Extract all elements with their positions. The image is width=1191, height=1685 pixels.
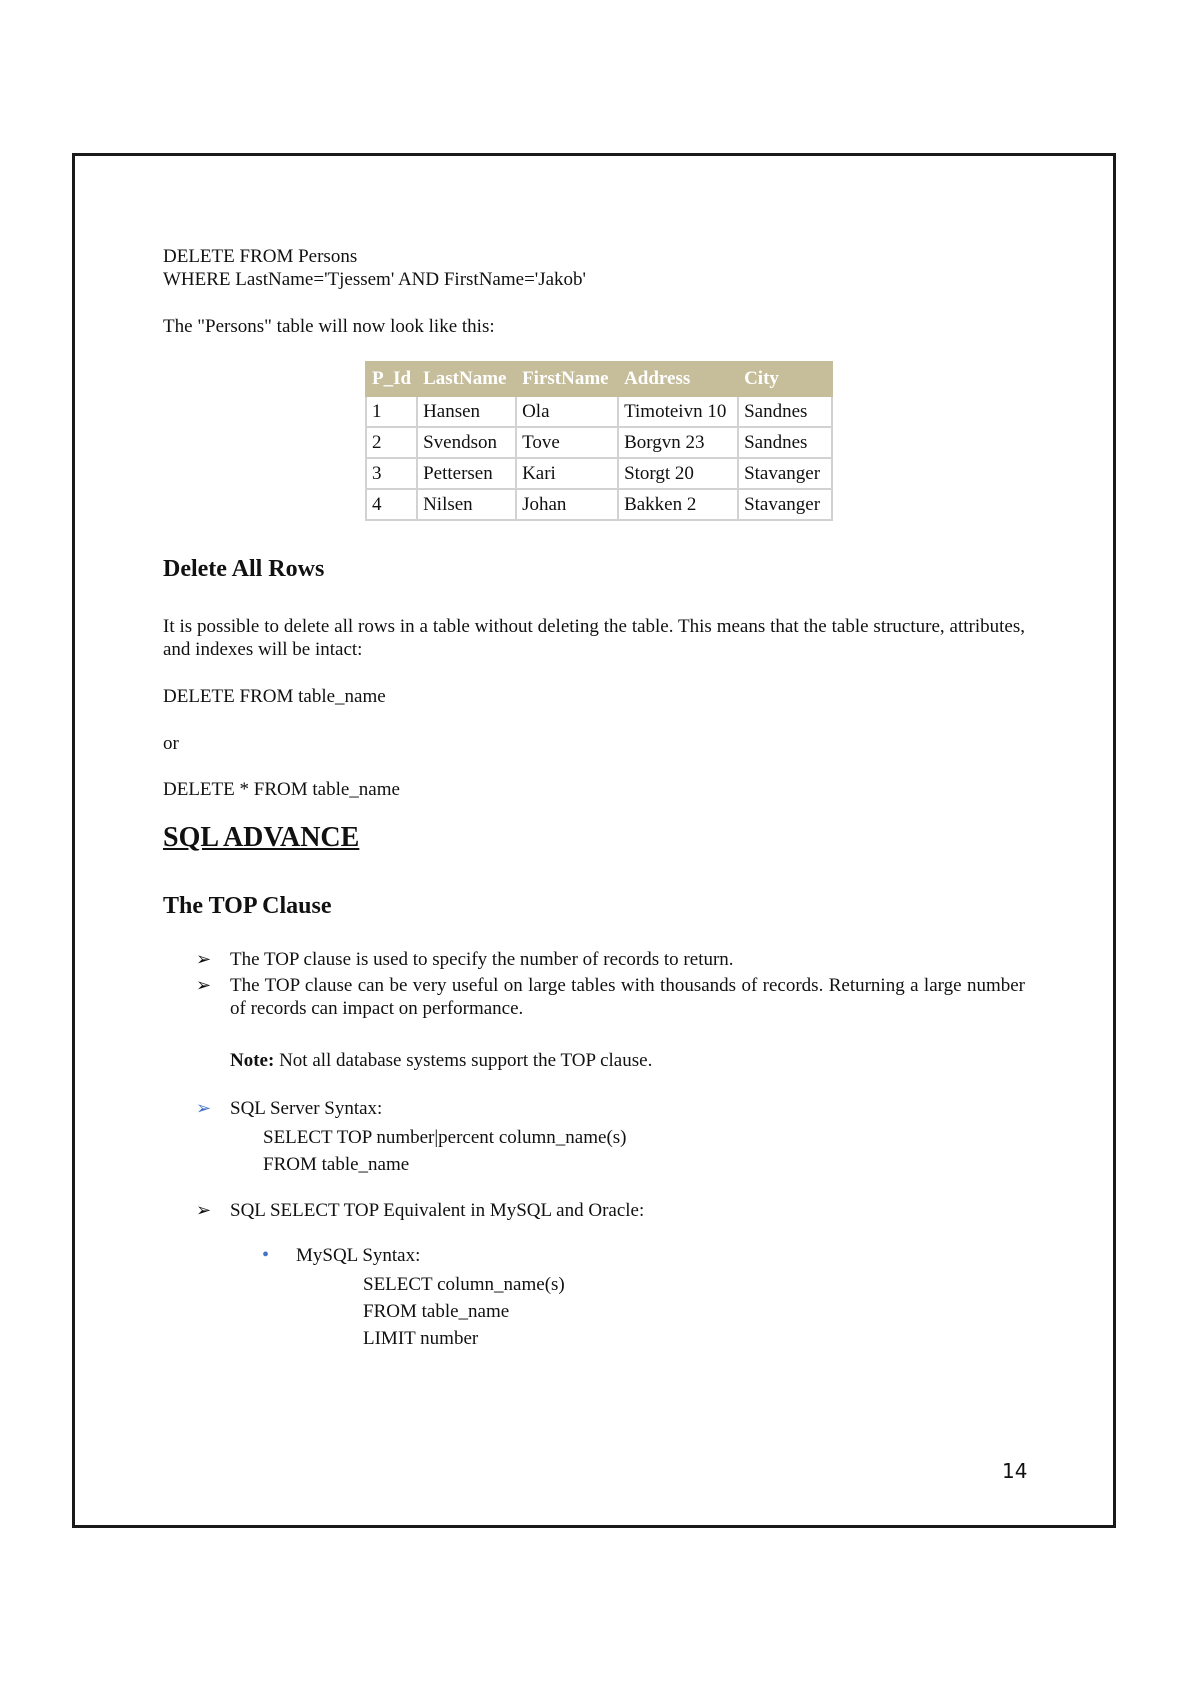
cell-lastname: Nilsen bbox=[417, 489, 516, 520]
top-bullet-2: The TOP clause can be very useful on large tables with thousands of records. Returning a large number of records can impact on performance. bbox=[230, 975, 1025, 1019]
cell-p-id: 2 bbox=[366, 427, 417, 458]
dot-bullet-icon: • bbox=[262, 1244, 270, 1266]
cell-address: Timoteivn 10 bbox=[618, 396, 738, 427]
mysql-code-line-1: SELECT column_name(s) bbox=[363, 1274, 565, 1295]
mysql-syntax-label: MySQL Syntax: bbox=[296, 1245, 421, 1266]
arrow-bullet-icon: ➢ bbox=[196, 949, 212, 969]
table-row bbox=[366, 489, 832, 520]
note-label: Note: bbox=[230, 1050, 275, 1071]
mysql-code-line-2: FROM table_name bbox=[363, 1301, 510, 1322]
header-firstname: FirstName bbox=[516, 362, 618, 396]
arrow-bullet-icon: ➢ bbox=[196, 1200, 212, 1220]
or-text: or bbox=[163, 733, 179, 754]
arrow-bullet-icon: ➢ bbox=[196, 975, 212, 995]
top-clause-heading: The TOP Clause bbox=[163, 893, 332, 919]
sqlserver-syntax-label: SQL Server Syntax: bbox=[230, 1098, 383, 1119]
note-text: Not all database systems support the TOP clause. bbox=[274, 1050, 653, 1071]
cell-lastname: Svendson bbox=[417, 427, 516, 458]
header-p-id: P_Id bbox=[366, 362, 417, 396]
table-header-row bbox=[366, 362, 832, 396]
delete-all-code-1: DELETE FROM table_name bbox=[163, 686, 386, 707]
cell-p-id: 4 bbox=[366, 489, 417, 520]
cell-firstname: Kari bbox=[516, 458, 618, 489]
sqlserver-code-line-2: FROM table_name bbox=[263, 1154, 410, 1175]
cell-p-id: 3 bbox=[366, 458, 417, 489]
header-lastname: LastName bbox=[417, 362, 516, 396]
page-number: 14 bbox=[1002, 1459, 1028, 1483]
cell-address: Storgt 20 bbox=[618, 458, 738, 489]
cell-city: Sandnes bbox=[738, 427, 832, 458]
intro-code-line-2: WHERE LastName='Tjessem' AND FirstName='Jakob' bbox=[163, 269, 586, 290]
cell-lastname: Pettersen bbox=[417, 458, 516, 489]
sqlserver-code-line-1: SELECT TOP number|percent column_name(s) bbox=[263, 1127, 627, 1148]
cell-firstname: Ola bbox=[516, 396, 618, 427]
cell-city: Stavanger bbox=[738, 489, 832, 520]
header-address: Address bbox=[618, 362, 738, 396]
table-intro-text: The "Persons" table will now look like this: bbox=[163, 316, 495, 337]
table-row bbox=[366, 427, 832, 458]
intro-code-line-1: DELETE FROM Persons bbox=[163, 246, 358, 267]
cell-address: Borgvn 23 bbox=[618, 427, 738, 458]
top-bullet-1: The TOP clause is used to specify the number of records to return. bbox=[230, 949, 734, 970]
delete-all-code-2: DELETE * FROM table_name bbox=[163, 779, 400, 800]
persons-table bbox=[365, 361, 833, 521]
section-title: SQL ADVANCE bbox=[163, 822, 360, 853]
cell-p-id: 1 bbox=[366, 396, 417, 427]
arrow-bullet-icon: ➢ bbox=[196, 1098, 212, 1118]
cell-address: Bakken 2 bbox=[618, 489, 738, 520]
table-row bbox=[366, 458, 832, 489]
cell-city: Stavanger bbox=[738, 458, 832, 489]
cell-firstname: Tove bbox=[516, 427, 618, 458]
cell-firstname: Johan bbox=[516, 489, 618, 520]
delete-all-rows-heading: Delete All Rows bbox=[163, 556, 325, 582]
equivalent-label: SQL SELECT TOP Equivalent in MySQL and Oracle: bbox=[230, 1200, 645, 1221]
note-line bbox=[230, 1049, 652, 1072]
cell-lastname: Hansen bbox=[417, 396, 516, 427]
table-row bbox=[366, 396, 832, 427]
delete-all-paragraph: It is possible to delete all rows in a table without deleting the table. This means that the table structure, attributes, and indexes will be intact: bbox=[163, 616, 1025, 660]
mysql-code-line-3: LIMIT number bbox=[363, 1328, 479, 1349]
cell-city: Sandnes bbox=[738, 396, 832, 427]
header-city: City bbox=[738, 362, 832, 396]
